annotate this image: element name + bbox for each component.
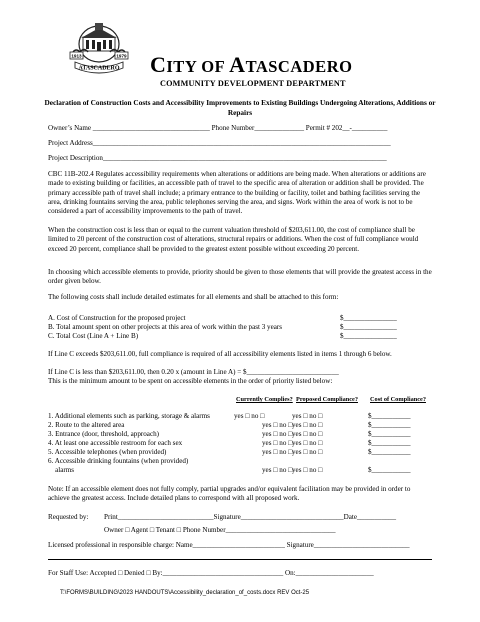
note-paragraph: Note: If an accessible element does not fully comply, partial upgrades and/or equivalent facilitation may be provided in order to achieve the greatest access. Include detailed plans to correspond with all proposed work. (48, 485, 411, 503)
element-label: 5. Accessible telephones (when provided) (48, 448, 167, 456)
cost-field[interactable]: $___________ (368, 421, 411, 429)
paragraph-construction-cost: When the construction cost is less than or equal to the current valuation threshold of $203,611.00, the cost of compliance shall be limited to 20 percent of the construction cost of alterations, structural repairs or additions. When the cost of full compliance would exceed 20 percent, compliance shall be provided to the greatest extent possible without exceeding 20 percent. (48, 226, 419, 253)
seal-banner-text: ATASCADERO (78, 65, 120, 72)
requested-by-label: Requested by: (48, 513, 89, 521)
proposed-checkbox[interactable]: yes □ no □ (292, 421, 323, 429)
city-name-heading: CITY OF ATASCADERO (150, 52, 353, 77)
cost-field[interactable]: $___________ (368, 466, 411, 474)
line-c-exceeds-text: If Line C exceeds $203,611.00, full compliance is required of all accessibility elements listed in items 1 through 6 below. (48, 350, 392, 358)
cost-value-b[interactable]: $_______________ (340, 323, 397, 331)
cost-field[interactable]: $___________ (368, 439, 411, 447)
department-name: COMMUNITY DEVELOPMENT DEPARTMENT (160, 79, 346, 88)
licensed-professional-line[interactable]: Licensed professional in responsible charge: Name__________________________ Signature___________________________ (48, 541, 410, 549)
header-cost-of-compliance: Cost of Compliance? (370, 396, 426, 403)
cost-value-c[interactable]: $_______________ (340, 332, 397, 340)
header-proposed-compliance: Proposed Compliance? (296, 396, 358, 403)
divider (48, 559, 432, 560)
current-checkbox[interactable]: yes □ no □ (262, 448, 293, 456)
seal-year-right: 1979 (116, 53, 127, 59)
cost-field[interactable]: $___________ (368, 430, 411, 438)
project-address-line[interactable]: Project Address____________________________________________________________________________________ (48, 139, 391, 147)
element-label: 6. Accessible drinking fountains (when provided) (48, 457, 189, 465)
seal-year-left: 1913 (71, 53, 82, 59)
current-checkbox[interactable]: yes □ no □ (262, 421, 293, 429)
cost-label-a: A. Cost of Construction for the proposed project (48, 314, 186, 322)
cost-label-c: C. Total Cost (Line A + Line B) (48, 332, 139, 340)
element-label: 4. At least one accessible restroom for each sex (48, 439, 183, 447)
cost-field[interactable]: $___________ (368, 448, 411, 456)
current-checkbox[interactable]: yes □ no □ (234, 412, 265, 420)
cost-label-b: B. Total amount spent on other projects at this area of work within the past 3 years (48, 323, 283, 331)
line-c-less-calc[interactable]: If Line C is less than $203,611.00, then 0.20 x (amount in Line A) = $__________________________ (48, 368, 339, 376)
proposed-checkbox[interactable]: yes □ no □ (292, 412, 323, 420)
paragraph-detailed-estimates: The following costs shall include detailed estimates for all elements and shall be attached to this form: (48, 293, 339, 301)
header-currently-complies: Currently Complies? (236, 396, 293, 403)
owner-agent-tenant-phone-line[interactable]: Owner □ Agent □ Tenant □ Phone Number_______________________________ (104, 526, 336, 534)
current-checkbox[interactable]: yes □ no □ (262, 466, 293, 474)
cost-value-a[interactable]: $_______________ (340, 314, 397, 322)
footer-file-path: T:\FORMS\BUILDING\2023 HANDOUTS\Accessibility_declaration_of_costs.docx REV Oct-25 (60, 590, 310, 596)
proposed-checkbox[interactable]: yes □ no □ (292, 439, 323, 447)
element-label: 3. Entrance (door, threshold, approach) (48, 430, 160, 438)
element-label: 2. Route to the altered area (48, 421, 125, 429)
proposed-checkbox[interactable]: yes □ no □ (292, 430, 323, 438)
current-checkbox[interactable]: yes □ no □ (262, 430, 293, 438)
current-checkbox[interactable]: yes □ no □ (262, 439, 293, 447)
owner-phone-permit-line[interactable]: Owner’s Name _________________________________ Phone Number______________ Permit # 202__-__________ (48, 124, 388, 132)
cost-field[interactable]: $___________ (368, 412, 411, 420)
element-label: alarms (48, 466, 75, 474)
line-c-less-text: This is the minimum amount to be spent on accessible elements in the order of priority listed below: (48, 377, 333, 385)
project-description-line[interactable]: Project Description________________________________________________________________________________ (48, 154, 387, 162)
staff-use-line[interactable]: For Staff Use: Accepted □ Denied □ By:__________________________________ On:______________________ (48, 569, 374, 577)
element-label: 1. Additional elements such as parking, storage & alarms (48, 412, 210, 420)
paragraph-priority: In choosing which accessible elements to provide, priority should be given to those elements that will provide the greatest access in the order given below. (48, 268, 432, 286)
proposed-checkbox[interactable]: yes □ no □ (292, 448, 323, 456)
print-signature-date-line[interactable]: Print___________________________Signature_____________________________Date___________ (104, 513, 397, 521)
proposed-checkbox[interactable]: yes □ no □ (292, 466, 323, 474)
paragraph-cbc-regulation: CBC 11B-202.4 Regulates accessibility requirements when alterations or additions are being made. When alterations or additions are made to existing building or facilities, an accessible path of travel to the specific area of alteration or addition shall be provided. The primary accessible path of travel shall include; a primary entrance to the building or facility, toilet and bathing facilities serving the area, drinking fountains serving the area, public telephones serving the area, and signs. Work within the area of work is not to be considered a part of accessibility improvements to the path of travel. (48, 170, 426, 216)
city-seal-logo (68, 22, 130, 78)
form-title: Declaration of Construction Costs and Accessibility Improvements to Existing Buildings Undergoing Alterations, Additions or Repairs (44, 98, 436, 117)
